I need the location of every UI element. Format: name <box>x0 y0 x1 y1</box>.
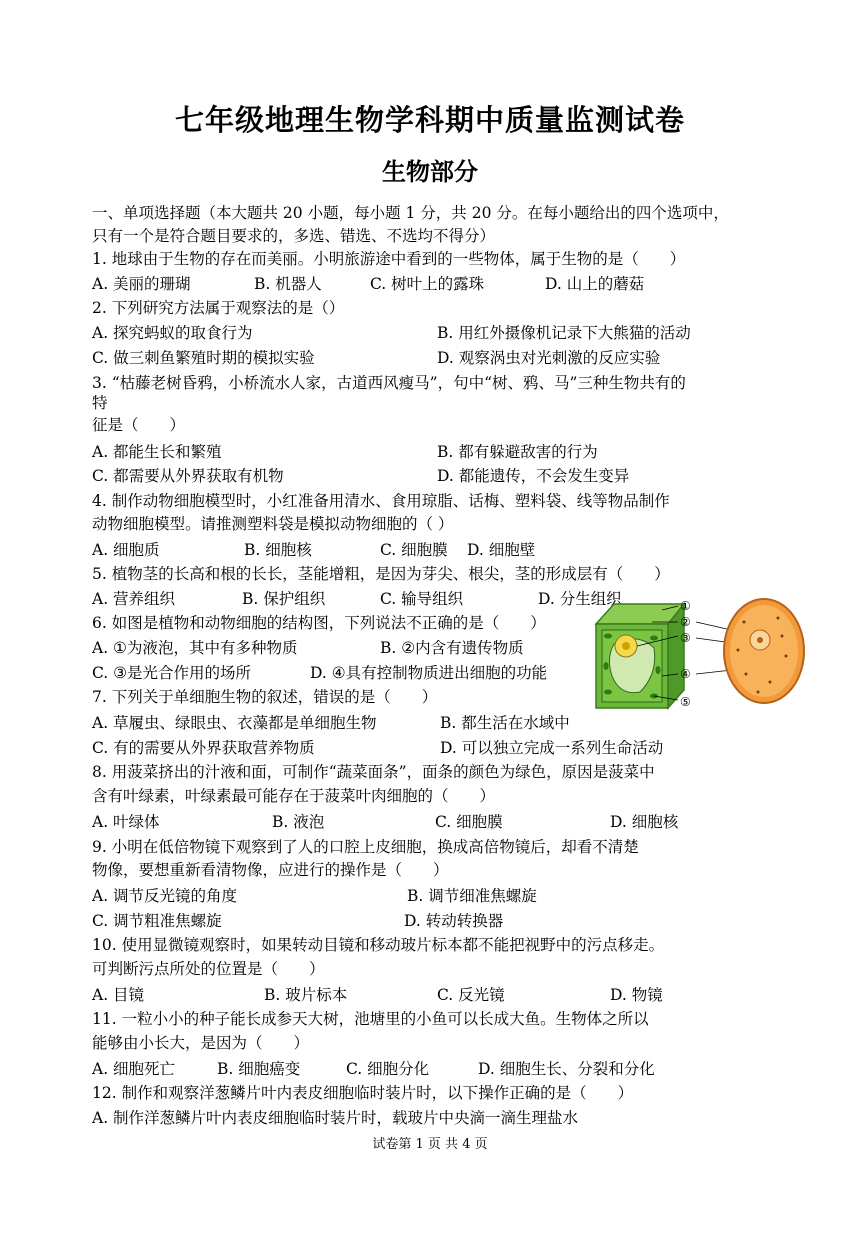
q11-stem-line2: 能够由小长大，是因为（ ） <box>92 1034 310 1052</box>
q9-option-a: A. 调节反光镜的角度 <box>92 887 238 905</box>
q5-option-a: A. 营养组织 <box>92 590 176 608</box>
q5-option-c: C. 输导组织 <box>380 590 464 608</box>
q5-stem: 5. 植物茎的长高和根的长长，茎能增粗，是因为芽尖、根尖，茎的形成层有（ ） <box>92 565 670 583</box>
q11-option-d: D. 细胞生长、分裂和分化 <box>478 1060 655 1078</box>
section-instructions-line2: 只有一个是符合题目要求的，多选、错选、不选均不得分） <box>92 227 496 245</box>
q9-stem-line1: 9. 小明在低倍物镜下观察到了人的口腔上皮细胞，换成高倍物镜后，却看不清楚 <box>92 838 639 856</box>
figure-label-2: ② <box>680 615 691 629</box>
figure-label-5: ⑤ <box>680 695 691 709</box>
q3-stem-line2: 特 <box>92 394 108 412</box>
q2-stem: 2. 下列研究方法属于观察法的是（） <box>92 299 345 317</box>
q1-stem: 1. 地球由于生物的存在而美丽。小明旅游途中看到的一些物体，属于生物的是（ ） <box>92 250 686 268</box>
page-footer: 试卷第 1 页 共 4 页 <box>372 1137 488 1152</box>
q8-option-b: B. 液泡 <box>272 813 325 831</box>
q4-option-d: D. 细胞壁 <box>467 541 536 559</box>
section-subtitle: 生物部分 <box>382 158 478 186</box>
q8-option-a: A. 叶绿体 <box>92 813 160 831</box>
q11-stem-line1: 11. 一粒小小的种子能长成参天大树，池塘里的小鱼可以长成大鱼。生物体之所以 <box>92 1010 649 1028</box>
q10-stem-line2: 可判断污点所处的位置是（ ） <box>92 960 325 978</box>
q9-option-c: C. 调节粗准焦螺旋 <box>92 912 222 930</box>
figure-label-3: ③ <box>680 631 691 645</box>
section-instructions-line1: 一、单项选择题（本大题共 20 小题，每小题 1 分，共 20 分。在每小题给出的四个选项中， <box>92 204 729 222</box>
exam-title: 七年级地理生物学科期中质量监测试卷 <box>174 103 685 137</box>
q2-option-d: D. 观察涡虫对光刺激的反应实验 <box>437 349 661 367</box>
q9-stem-line2: 物像，要想重新看清物像，应进行的操作是（ ） <box>92 861 449 879</box>
q4-option-c: C. 细胞膜 <box>380 541 448 559</box>
q2-option-a: A. 探究蚂蚁的取食行为 <box>92 324 253 342</box>
q5-option-b: B. 保护组织 <box>242 590 326 608</box>
q7-option-c: C. 有的需要从外界获取营养物质 <box>92 739 315 757</box>
q6-stem: 6. 如图是植物和动物细胞的结构图，下列说法不正确的是（ ） <box>92 614 546 632</box>
figure-label-1: ① <box>680 599 691 613</box>
figure-label-4: ④ <box>680 667 691 681</box>
cell-structure-figure <box>592 596 828 710</box>
q7-stem: 7. 下列关于单细胞生物的叙述，错误的是（ ） <box>92 688 438 706</box>
q2-option-b: B. 用红外摄像机记录下大熊猫的活动 <box>437 324 691 342</box>
q9-option-b: B. 调节细准焦螺旋 <box>407 887 537 905</box>
q4-option-b: B. 细胞核 <box>244 541 312 559</box>
q6-option-b: B. ②内含有遗传物质 <box>380 639 524 657</box>
q3-option-d: D. 都能遗传，不会发生变异 <box>437 467 630 485</box>
q10-option-b: B. 玻片标本 <box>264 986 348 1004</box>
q11-option-b: B. 细胞癌变 <box>217 1060 301 1078</box>
animal-cell-illustration <box>724 599 804 703</box>
q12-option-a: A. 制作洋葱鳞片叶内表皮细胞临时装片时，载玻片中央滴一滴生理盐水 <box>92 1109 579 1127</box>
plant-cell-illustration <box>596 604 684 708</box>
q1-option-c: C. 树叶上的露珠 <box>370 275 485 293</box>
q11-option-a: A. 细胞死亡 <box>92 1060 176 1078</box>
q3-option-c: C. 都需要从外界获取有机物 <box>92 467 284 485</box>
q7-option-d: D. 可以独立完成一系列生命活动 <box>440 739 664 757</box>
q11-option-c: C. 细胞分化 <box>346 1060 430 1078</box>
q6-option-d: D. ④具有控制物质进出细胞的功能 <box>310 664 548 682</box>
q3-option-a: A. 都能生长和繁殖 <box>92 443 222 461</box>
q9-option-d: D. 转动转换器 <box>404 912 504 930</box>
q1-option-a: A. 美丽的珊瑚 <box>92 275 191 293</box>
q1-option-d: D. 山上的蘑菇 <box>545 275 645 293</box>
q10-stem-line1: 10. 使用显微镜观察时，如果转动目镜和移动玻片标本都不能把视野中的污点移走。 <box>92 936 665 954</box>
q8-option-d: D. 细胞核 <box>610 813 679 831</box>
q10-option-a: A. 目镜 <box>92 986 145 1004</box>
q7-option-b: B. 都生活在水域中 <box>440 714 570 732</box>
q3-option-b: B. 都有躲避敌害的行为 <box>437 443 598 461</box>
q6-option-a: A. ①为液泡，其中有多种物质 <box>92 639 298 657</box>
q4-option-a: A. 细胞质 <box>92 541 160 559</box>
q4-stem-line2: 动物细胞模型。请推测塑料袋是模拟动物细胞的（ ） <box>92 515 454 533</box>
q7-option-a: A. 草履虫、绿眼虫、衣藻都是单细胞生物 <box>92 714 377 732</box>
q3-stem-line3: 征是（ ） <box>92 416 186 434</box>
q10-option-c: C. 反光镜 <box>437 986 505 1004</box>
q6-option-c: C. ③是光合作用的场所 <box>92 664 252 682</box>
q10-option-d: D. 物镜 <box>610 986 663 1004</box>
q2-option-c: C. 做三刺鱼繁殖时期的模拟实验 <box>92 349 315 367</box>
q5-option-d: D. 分生组织 <box>538 590 622 608</box>
q3-stem-line1: 3. “枯藤老树昏鸦，小桥流水人家，古道西风瘦马”，句中“树、鸦、马”三种生物共有的 <box>92 374 686 392</box>
q4-stem-line1: 4. 制作动物细胞模型时，小红准备用清水、食用琼脂、话梅、塑料袋、线等物品制作 <box>92 492 670 510</box>
q8-stem-line2: 含有叶绿素，叶绿素最可能存在于菠菜叶肉细胞的（ ） <box>92 787 496 805</box>
q8-option-c: C. 细胞膜 <box>435 813 503 831</box>
q1-option-b: B. 机器人 <box>254 275 322 293</box>
q12-stem: 12. 制作和观察洋葱鳞片叶内表皮细胞临时装片时，以下操作正确的是（ ） <box>92 1084 634 1102</box>
q8-stem-line1: 8. 用菠菜挤出的汁液和面，可制作“蔬菜面条”，面条的颜色为绿色，原因是菠菜中 <box>92 763 655 781</box>
